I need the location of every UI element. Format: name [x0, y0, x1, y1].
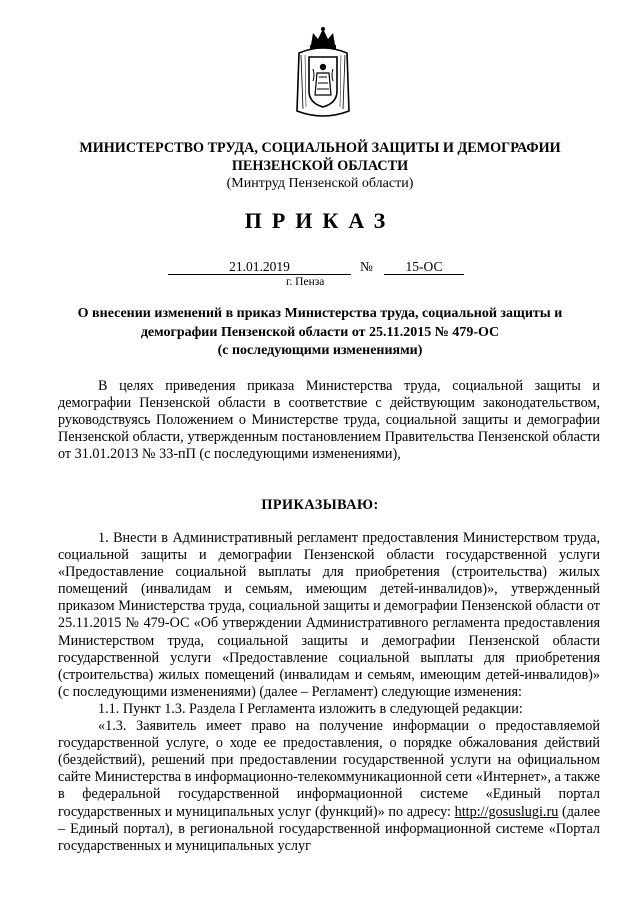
order-body	[58, 530, 600, 855]
paragraph-1-3	[58, 718, 600, 855]
preamble-text: В целях приведения приказа Министерства труда, социальной защиты и демографии Пензенской области в соответствие с действующим законодательством, руководствуясь Положением о Министерстве труда, социальной защиты и демографии Пензенской области, утвержденным постановлением Правительства Пензенской области от 31.01.2013 № 33-пП (с последующими изменениями),	[58, 378, 600, 463]
ministry-name-line1: МИНИСТЕРСТВО ТРУДА, СОЦИАЛЬНОЙ ЗАЩИТЫ И ДЕМОГРАФИИ	[79, 140, 561, 156]
order-subject	[0, 305, 640, 361]
paragraph-1: 1. Внести в Административный регламент предоставления Министерством труда, социальной защиты и демографии Пензенской области государственной услуги «Предоставление социальной выплаты для приобретения (строительства) жилых помещений (инвалидам и семьям, имеющим детей-инвалидов)», утвержденный приказом Министерства труда, социальной защиты и демографии Пензенской области от 25.11.2015 № 479-ОС «Об утверждении Административного регламента предоставления Министерством труда, социальной защиты и демографии Пензенской области государственной услуги «Предоставление социальной выплаты для приобретения (строительства) жилых помещений (инвалидам и семьям, имеющим детей-инвалидов)» (с последующими изменениями) (далее – Регламент) следующие изменения:	[58, 530, 600, 700]
paragraph-1-1: 1.1. Пункт 1.3. Раздела I Регламента изложить в следующей редакции:	[98, 700, 523, 717]
order-number: 15-ОС	[384, 259, 464, 275]
order-date: 21.01.2019	[168, 259, 351, 275]
paragraph-1-3-end: (далее – Единый портал), в региональной государственной информационной системе «Портал государственных и муниципальных услуг	[58, 803, 601, 854]
document-type: ПРИКАЗ	[244, 208, 396, 233]
coat-of-arms-icon	[293, 25, 353, 121]
ministry-short-name: (Минтруд Пензенской области)	[226, 176, 414, 191]
number-sign: №	[360, 259, 373, 274]
subject-line3: (с последующими изменениями)	[217, 343, 423, 358]
subject-line2: демографии Пензенской области от 25.11.2015 № 479-ОС	[140, 324, 500, 340]
preamble	[58, 378, 600, 463]
gosuslugi-link[interactable]: http://gosuslugi.ru	[454, 803, 559, 820]
ministry-name-line2: ПЕНЗЕНСКОЙ ОБЛАСТИ	[231, 158, 409, 174]
paragraph-1-3-start: «1.3. Заявитель имеет право на получение информации о предоставляемой государственной услуге, о ходе ее предоставления, о порядке обжалования действий (бездействий), решений при предоставлении государственной услуги на официальном сайте Министерства в информационно-телекоммуникационной сети «Интернет», а также в федеральной государственной информационной системе «Единый портал государственных и муниципальных услуг (функций)» по адресу:	[58, 718, 600, 820]
decree-word: ПРИКАЗЫВАЮ:	[261, 497, 379, 513]
city: г. Пенза	[286, 276, 325, 288]
ministry-name	[0, 139, 640, 175]
subject-line1: О внесении изменений в приказ Министерства труда, социальной защиты и	[77, 306, 563, 321]
